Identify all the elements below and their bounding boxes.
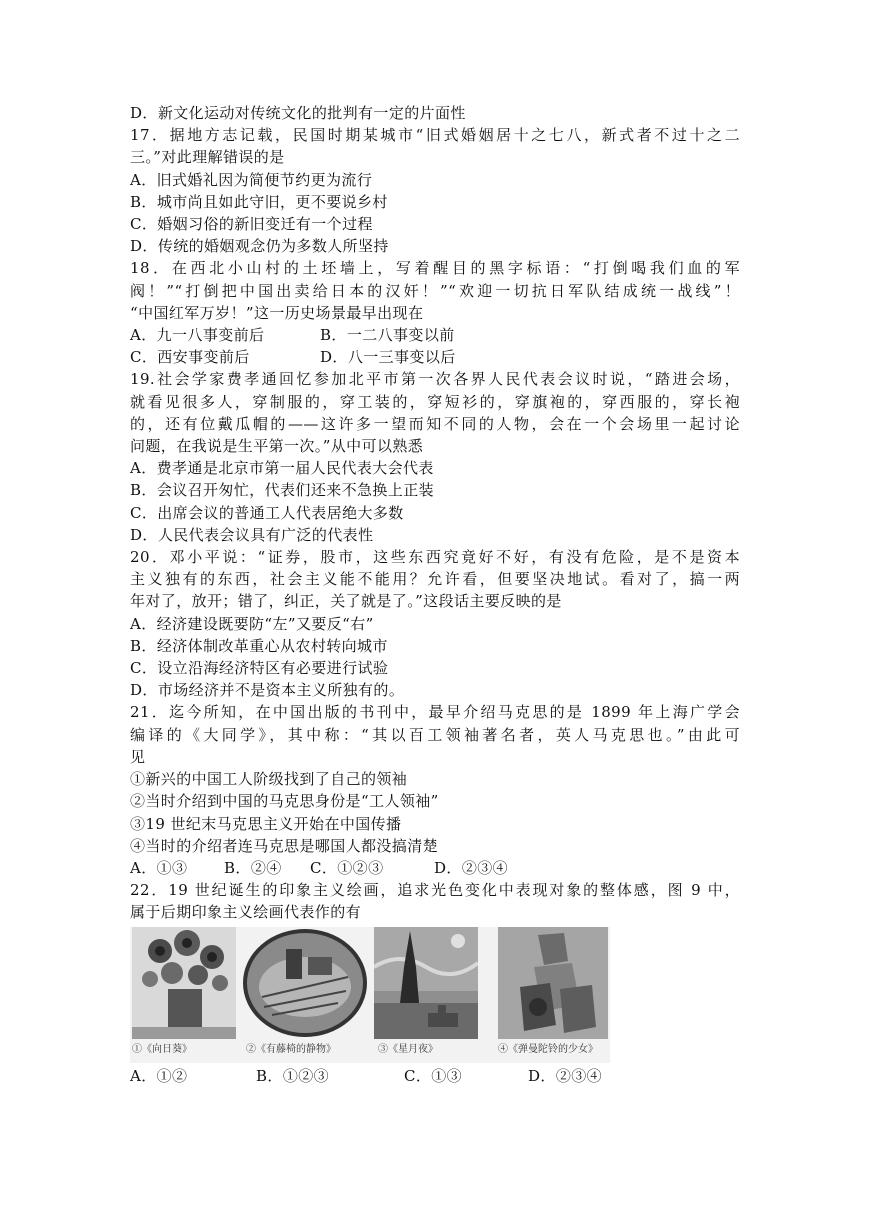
question-22-options — [130, 1065, 740, 1087]
question-19-line2: 就看见很多人，穿制服的，穿工装的，穿短衫的，穿旗袍的，穿西服的，穿长袍 — [130, 392, 740, 411]
statement-21-2: ②当时介绍到中国的马克思身份是“工人领袖” — [130, 792, 439, 811]
option-19c: C．出席会议的普通工人代表居绝大多数 — [130, 503, 404, 522]
starry-night-painting — [374, 927, 478, 1039]
caption-girl-mandolin: ④《弹曼陀铃的少女》 — [498, 1043, 598, 1055]
option-17d: D．传统的婚姻观念仍为多数人所坚持 — [130, 237, 389, 256]
option-19b: B．会议召开匆忙，代表们还来不急换上正装 — [130, 481, 435, 500]
exam-page — [130, 102, 740, 1087]
question-18-line2: 阀！”“打倒把中国出卖给日本的汉奸！”“欢迎一切抗日军队结成统一战线”！ — [130, 281, 740, 300]
sunflowers-painting — [132, 927, 236, 1039]
girl-with-mandolin-painting — [498, 927, 608, 1039]
option-17a: A．旧式婚礼因为简便节约更为流行 — [130, 170, 373, 189]
option-18c: C．西安事变前后 — [130, 348, 250, 367]
option-19d: D．人民代表会议具有广泛的代表性 — [130, 525, 374, 544]
option-21c: C．①②③ — [310, 858, 384, 877]
question-18-line1: 18．在西北小山村的土坯墙上，写着醒目的黑字标语：“打倒喝我们血的军 — [130, 259, 740, 278]
option-22b: B．①②③ — [256, 1066, 330, 1085]
option-21a: A．①③ — [130, 858, 188, 877]
question-20-line3: 年对了，放开；错了，纠正，关了就是了。”这段话主要反映的是 — [130, 592, 562, 611]
option-20b: B．经济体制改革重心从农村转向城市 — [130, 636, 388, 655]
question-22-line1: 22．19 世纪诞生的印象主义绘画，追求光色变化中表现对象的整体感，图 9 中， — [130, 881, 740, 900]
question-22-line2: 属于后期印象主义绘画代表作的有 — [130, 903, 362, 922]
question-21-options — [130, 857, 740, 879]
option-16d: D．新文化运动对传统文化的批判有一定的片面性 — [130, 104, 466, 122]
caption-starry-night: ③《星月夜》 — [378, 1043, 438, 1055]
statement-21-4: ④当时的介绍者连马克思是哪国人都没搞清楚 — [130, 836, 439, 855]
question-19-line1: 19.社会学家费孝通回忆参加北平市第一次各界人民代表会议时说，“踏进会场， — [130, 370, 740, 389]
question-17-line1: 17．据地方志记载，民国时期某城市“旧式婚姻居十之七八，新式者不过十之二 — [130, 126, 740, 145]
option-17c: C．婚姻习俗的新旧变迁有一个过程 — [130, 215, 373, 234]
option-18a: A．九一八事变前后 — [130, 326, 265, 345]
question-20-line1: 20．邓小平说：“证券，股市，这些东西究竟好不好，有没有危险，是不是资本 — [130, 548, 740, 567]
option-21d: D．②③④ — [434, 858, 509, 877]
option-20c: C．设立沿海经济特区有必要进行试验 — [130, 659, 389, 678]
caption-sunflowers: ①《向日葵》 — [132, 1043, 192, 1055]
statement-21-1: ①新兴的中国工人阶级找到了自己的领袖 — [130, 770, 408, 789]
option-17b: B．城市尚且如此守旧，更不要说乡村 — [130, 192, 388, 211]
question-21-line1: 21．迄今所知，在中国出版的书刊中，最早介绍马克思的是 1899 年上海广学会 — [130, 703, 740, 722]
option-20d: D．市场经济并不是资本主义所独有的。 — [130, 681, 405, 700]
option-19a: A．费孝通是北京市第一届人民代表大会代表 — [130, 459, 434, 478]
option-20a: A．经济建设既要防“左”又要反“右” — [130, 614, 374, 633]
option-22d: D．②③④ — [528, 1066, 603, 1085]
question-20-line2: 主义独有的东西，社会主义能不能用？允许看，但要坚决地试。看对了，搞一两 — [130, 570, 740, 589]
question-19-line4: 问题，在我说是生平第一次。”从中可以熟悉 — [130, 437, 424, 456]
question-21-line3: 见 — [130, 747, 146, 766]
question-18-options-row1 — [130, 324, 740, 346]
question-18-options-row2 — [130, 346, 740, 368]
option-22c: C．①③ — [404, 1066, 463, 1085]
question-17-line2: 三。”对此理解错误的是 — [130, 148, 285, 167]
figure-9-paintings — [130, 927, 610, 1063]
option-22a: A．①② — [130, 1066, 188, 1085]
statement-21-3: ③19 世纪末马克思主义开始在中国传播 — [130, 814, 402, 833]
option-18d: D．八一三事变以后 — [320, 348, 456, 367]
question-21-line2: 编译的《大同学》，其中称：“其以百工领袖著名者，英人马克思也。”由此可 — [130, 725, 740, 744]
question-18-line3: “中国红军万岁！”这一历史场景最早出现在 — [130, 303, 424, 322]
question-19-line3: 的，还有位戴瓜帽的——这许多一望而知不同的人物，会在一个会场里一起讨论 — [130, 414, 740, 433]
caption-still-life: ②《有藤椅的静物》 — [246, 1043, 336, 1055]
option-18b: B．一二八事变以前 — [320, 326, 455, 345]
still-life-chair-caning-painting — [242, 927, 368, 1039]
option-21b: B．②④ — [224, 858, 282, 877]
